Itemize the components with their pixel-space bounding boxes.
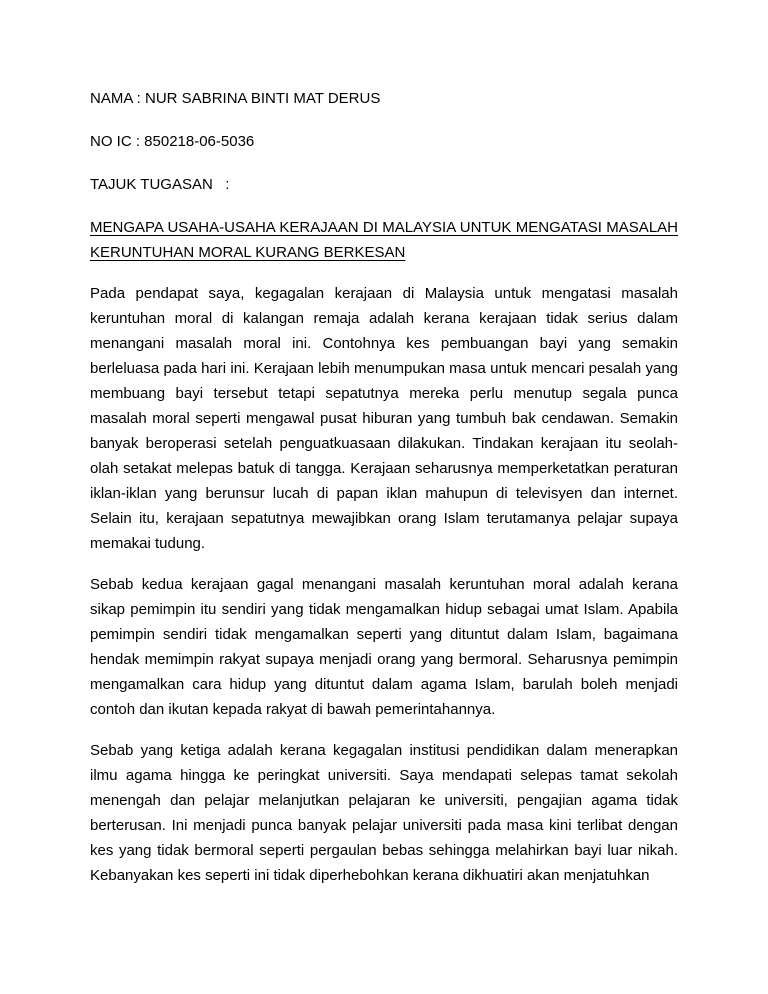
student-name-line: NAMA : NUR SABRINA BINTI MAT DERUS: [90, 90, 381, 107]
task-label-line: TAJUK TUGASAN :: [90, 176, 230, 193]
assignment-title: MENGAPA USAHA-USAHA KERAJAAN DI MALAYSIA UNTUK MENGATASI MASALAH KERUNTUHAN MORAL KURANG BERKESAN: [90, 219, 678, 261]
ic-number-line: NO IC : 850218-06-5036: [90, 133, 255, 150]
essay-paragraph-3: Sebab yang ketiga adalah kerana kegagalan institusi pendidikan dalam menerapkan ilmu agama hingga ke peringkat universiti. Saya mendapati selepas tamat sekolah menengah dan pelajar melanjutkan pelajaran ke universiti, pengajian agama tidak berterusan. Ini menjadi punca banyak pelajar universiti pada masa kini terlibat dengan kes yang tidak bermoral seperti pergaulan bebas sehingga melahirkan bayi luar nikah. Kebanyakan kes seperti ini tidak diperhebohkan kerana dikhuatiri akan menjatuhkan: [90, 742, 678, 884]
essay-paragraph-2: Sebab kedua kerajaan gagal menangani masalah keruntuhan moral adalah kerana sikap pemimpin itu sendiri yang tidak mengamalkan hidup sebagai umat Islam. Apabila pemimpin sendiri tidak mengamalkan seperti yang dituntut dalam Islam, bagaimana hendak memimpin rakyat supaya menjadi orang yang bermoral. Seharusnya pemimpin mengamalkan cara hidup yang dituntut dalam agama Islam, barulah boleh menjadi contoh dan ikutan kepada rakyat di bawah pemerintahannya.: [90, 576, 678, 718]
essay-paragraph-1: Pada pendapat saya, kegagalan kerajaan di Malaysia untuk mengatasi masalah keruntuhan moral di kalangan remaja adalah kerana kerajaan tidak serius dalam menangani masalah moral ini. Contohnya kes pembuangan bayi yang semakin berleluasa pada hari ini. Kerajaan lebih menumpukan masa untuk mencari pesalah yang membuang bayi tersebut tetapi sepatutnya mereka perlu menutup segala punca masalah moral seperti mengawal pusat hiburan yang tumbuh bak cendawan. Semakin banyak beroperasi setelah penguatkuasaan dilakukan. Tindakan kerajaan itu seolah-olah setakat melepas batuk di tangga. Kerajaan seharusnya memperketatkan peraturan iklan-iklan yang berunsur lucah di papan iklan mahupun di televisyen dan internet. Selain itu, kerajaan sepatutnya mewajibkan orang Islam terutamanya pelajar supaya memakai tudung.: [90, 285, 678, 552]
document-content: [90, 86, 678, 904]
